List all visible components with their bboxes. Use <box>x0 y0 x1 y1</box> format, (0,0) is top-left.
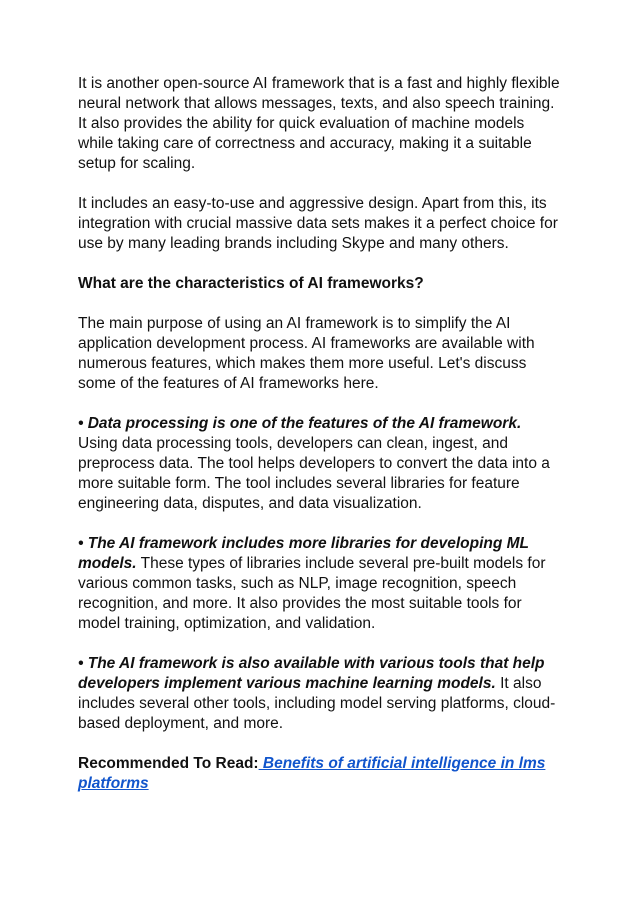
section-heading: What are the characteristics of AI frameworks? <box>78 275 424 292</box>
recommended-read <box>78 754 563 794</box>
bullet-lead: • Data processing is one of the features of the AI framework. <box>78 415 522 432</box>
bullet-text: It also includes several other tools, including model serving platforms, cloud-based deployment, and more. <box>78 675 556 732</box>
bullet-data-processing <box>78 414 563 514</box>
bullet-lead: • The AI framework includes more libraries for developing ML models. <box>78 535 529 572</box>
bullet-text: These types of libraries include several pre-built models for various common tasks, such as NLP, image recognition, speech recognition, and more. It also provides the most suitable tools for model training, optimization, and validation. <box>78 555 546 632</box>
recommended-label: Recommended To Read: <box>78 755 259 772</box>
bullet-ml-libraries <box>78 534 563 634</box>
paragraph-intro: It is another open-source AI framework that is a fast and highly flexible neural network that allows messages, texts, and also speech training. It also provides the ability for quick evaluation of machine models while taking care of correctness and accuracy, making it a suitable setup for scaling. <box>78 75 560 172</box>
paragraph-purpose: The main purpose of using an AI framework is to simplify the AI application development process. AI frameworks are available with numerous features, which makes them more useful. Let's discuss some of the features of AI frameworks here. <box>78 315 535 392</box>
document-body <box>78 74 563 814</box>
bullet-lead: • The AI framework is also available with various tools that help developers implement various machine learning models. <box>78 655 545 692</box>
bullet-text: Using data processing tools, developers can clean, ingest, and preprocess data. The tool helps developers to convert the data into a more suitable form. The tool includes several libraries for feature engineering data, disputes, and data visualization. <box>78 435 550 512</box>
recommended-link[interactable]: Benefits of artificial intelligence in lms platforms <box>78 755 546 792</box>
paragraph-design: It includes an easy-to-use and aggressive design. Apart from this, its integration with crucial massive data sets makes it a perfect choice for use by many leading brands including Skype and many others. <box>78 195 558 252</box>
bullet-ml-tools <box>78 654 563 734</box>
